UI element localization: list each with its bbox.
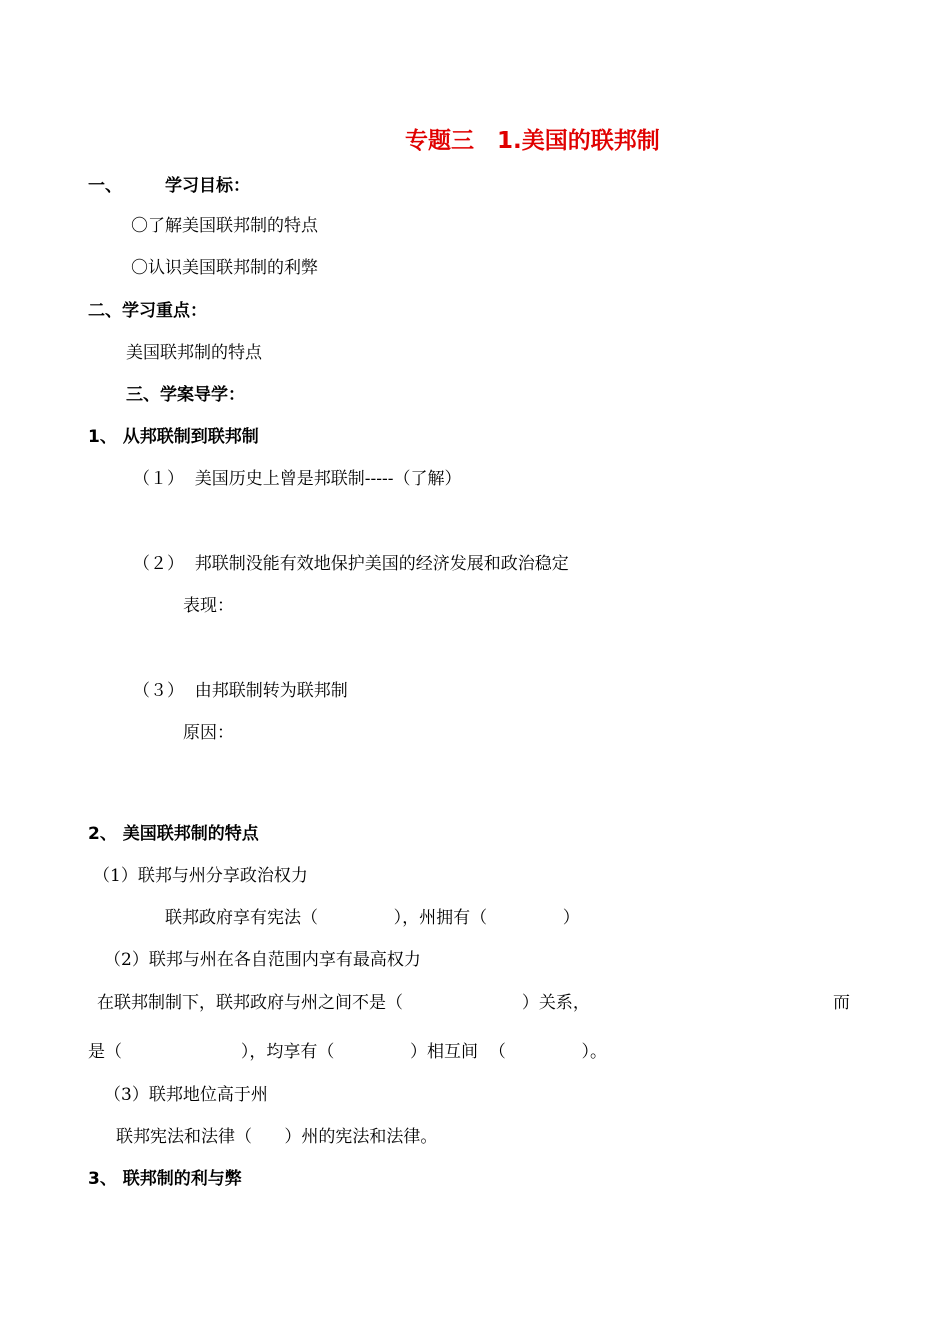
part2-item2-text-c: 是（ ），均享有（ ）相互间 （ ）。 — [88, 1042, 607, 1062]
part3-heading: 3、 联邦制的利与弊 — [88, 1169, 242, 1189]
part1-heading: 1、 从邦联制到联邦制 — [88, 427, 259, 447]
goal-item: 〇认识美国联邦制的利弊 — [131, 258, 318, 278]
part1-item2: （２） 邦联制没能有效地保护美国的经济发展和政治稳定 — [133, 554, 569, 574]
section2-content: 美国联邦制的特点 — [126, 343, 262, 363]
goal-item: 〇了解美国联邦制的特点 — [131, 216, 318, 236]
part2-item2-text-a: 在联邦制制下，联邦政府与州之间不是（ ）关系， — [97, 993, 590, 1013]
part1-item3-label: 原因： — [183, 723, 234, 743]
part1-item2-label: 表现： — [183, 596, 234, 616]
part2-heading: 2、 美国联邦制的特点 — [88, 824, 259, 844]
part1-item1: （１） 美国历史上曾是邦联制-----（了解） — [133, 469, 462, 489]
section3-heading: 三、学案导学： — [126, 385, 245, 405]
section1-heading: 学习目标： — [165, 176, 250, 196]
part2-item1-text: 联邦政府享有宪法（ ），州拥有（ ） — [165, 908, 580, 928]
part1-item3: （３） 由邦联制转为联邦制 — [133, 681, 348, 701]
part2-item3: （3）联邦地位高于州 — [104, 1085, 268, 1105]
part2-item2: （2）联邦与州在各自范围内享有最高权力 — [104, 950, 421, 970]
page-title: 专题三 1.美国的联邦制 — [405, 128, 660, 154]
section1-number: 一、 — [88, 176, 122, 196]
section2-heading: 二、学习重点： — [88, 301, 207, 321]
part2-item2-text-b: 而 — [833, 993, 850, 1013]
part2-item1: （1）联邦与州分享政治权力 — [93, 866, 308, 886]
part2-item3-text: 联邦宪法和法律（ ）州的宪法和法律。 — [116, 1127, 438, 1147]
